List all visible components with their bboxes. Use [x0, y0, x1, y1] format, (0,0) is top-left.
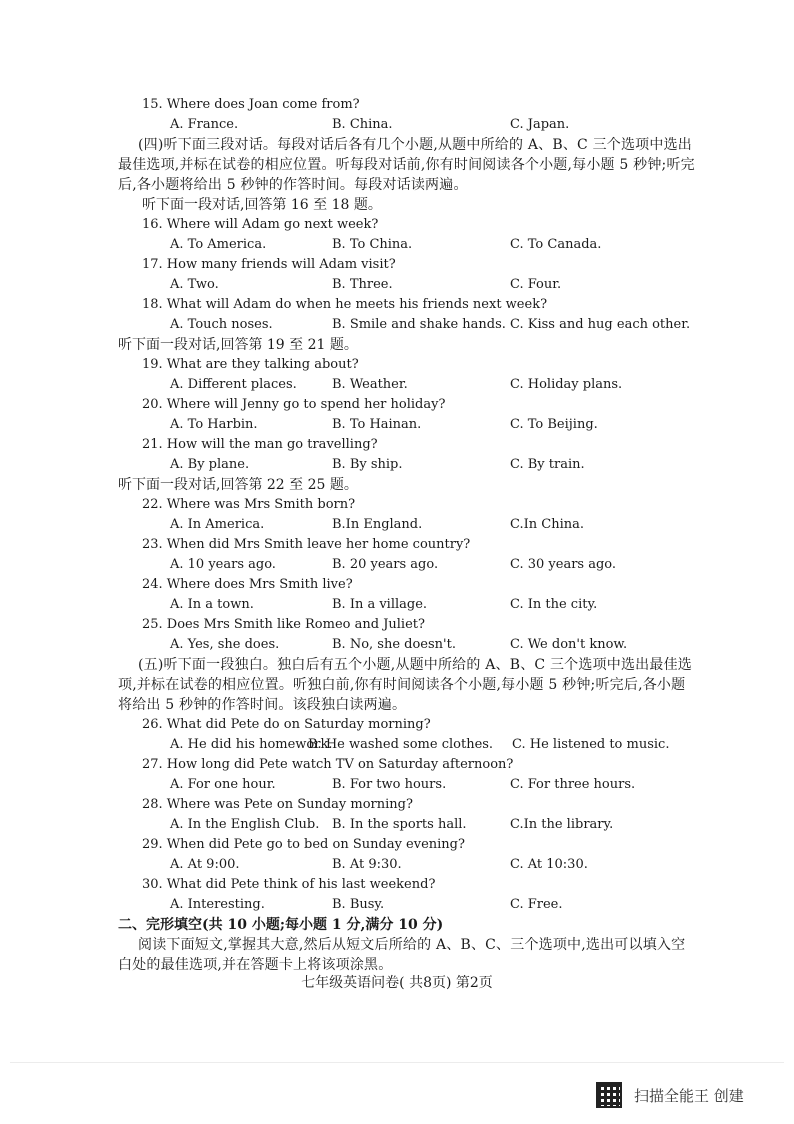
option-c: C. Four. — [510, 277, 562, 292]
option-c: C. 30 years ago. — [510, 557, 617, 572]
question-27: 27. How long did Pete watch TV on Saturday afternoon? — [142, 757, 514, 772]
option-a: A. At 9:00. — [170, 857, 240, 872]
option-b: B.In England. — [332, 517, 423, 532]
option-a: A. Touch noses. — [170, 317, 273, 332]
option-b: B. Weather. — [332, 377, 408, 392]
question-15: 15. Where does Joan come from? — [142, 97, 360, 112]
question-16: 16. Where will Adam go next week? — [142, 217, 379, 232]
question-29: 29. When did Pete go to bed on Sunday evening? — [142, 837, 465, 852]
question-30: 30. What did Pete think of his last weekend? — [142, 877, 436, 892]
section2-title: 二、完形填空(共 10 小题;每小题 1 分,满分 10 分) — [118, 917, 444, 933]
option-a: A. Two. — [170, 277, 219, 292]
question-24: 24. Where does Mrs Smith live? — [142, 577, 353, 592]
option-b: B. At 9:30. — [332, 857, 402, 872]
option-a: A. In America. — [170, 517, 265, 532]
options-20 — [118, 415, 698, 435]
option-c: C. For three hours. — [510, 777, 636, 792]
options-23 — [118, 555, 698, 575]
option-b: B. For two hours. — [332, 777, 447, 792]
option-b: B. In a village. — [332, 597, 428, 612]
dialog2-intro: 听下面一段对话,回答第 19 至 21 题。 — [118, 337, 358, 353]
options-30 — [118, 895, 698, 915]
option-a: A. Different places. — [170, 377, 297, 392]
option-a: A. Interesting. — [170, 897, 265, 912]
option-a: A. To America. — [170, 237, 267, 252]
option-c: C. To Beijing. — [510, 417, 598, 432]
option-a: A. To Harbin. — [170, 417, 258, 432]
option-c: C. Japan. — [510, 117, 570, 132]
option-c: C. Kiss and hug each other. — [510, 317, 691, 332]
page-content — [118, 95, 698, 975]
option-c: C. We don't know. — [510, 637, 628, 652]
question-18: 18. What will Adam do when he meets his friends next week? — [142, 297, 548, 312]
option-b: B. To China. — [332, 237, 413, 252]
option-b: B. 20 years ago. — [332, 557, 439, 572]
option-c: C. By train. — [510, 457, 585, 472]
option-b: B. No, she doesn't. — [332, 637, 456, 652]
option-a: A. For one hour. — [170, 777, 276, 792]
watermark-text: 扫描全能王 创建 — [634, 1086, 744, 1105]
option-c: C. Free. — [510, 897, 563, 912]
options-29 — [118, 855, 698, 875]
options-16 — [118, 235, 698, 255]
question-26: 26. What did Pete do on Saturday morning? — [142, 717, 431, 732]
options-27 — [118, 775, 698, 795]
option-b: B. By ship. — [332, 457, 403, 472]
option-a: A. By plane. — [170, 457, 250, 472]
option-c: C. Holiday plans. — [510, 377, 623, 392]
qr-code-icon — [596, 1082, 622, 1108]
option-c: C. In the city. — [510, 597, 598, 612]
options-25 — [118, 635, 698, 655]
question-28: 28. Where was Pete on Sunday morning? — [142, 797, 413, 812]
option-b: B. Smile and shake hands. — [332, 317, 506, 332]
part4-instructions: (四)听下面三段对话。每段对话后各有几个小题,从题中所给的 A、B、C 三个选项中选出最佳选项,并标在试卷的相应位置。听每段对话前,你有时间阅读各个小题,每小题 5 秒钟;听完后,各小题将给出 5 秒钟的作答时间。每段对话读两遍。 — [118, 137, 695, 193]
option-a: A. He did his homework. — [170, 737, 333, 752]
option-b: B. Three. — [332, 277, 393, 292]
options-17 — [118, 275, 698, 295]
section2-instructions: 阅读下面短文,掌握其大意,然后从短文后所给的 A、B、C、三个选项中,选出可以填入空白处的最佳选项,并在答题卡上将该项涂黑。 — [118, 937, 686, 973]
question-25: 25. Does Mrs Smith like Romeo and Juliet? — [142, 617, 425, 632]
option-c: C.In the library. — [510, 817, 614, 832]
options-24 — [118, 595, 698, 615]
page-footer: 七年级英语问卷( 共8页) 第2页 — [301, 975, 493, 991]
part5-instructions: (五)听下面一段独白。独白后有五个小题,从题中所给的 A、B、C 三个选项中选出最佳选项,并标在试卷的相应位置。听独白前,你有时间阅读各个小题,每小题 5 秒钟;听完后,各小题将给出 5 秒钟的作答时间。该段独白读两遍。 — [118, 657, 692, 713]
options-26 — [118, 735, 698, 755]
options-22 — [118, 515, 698, 535]
dialog1-intro: 听下面一段对话,回答第 16 至 18 题。 — [142, 197, 382, 213]
options-28 — [118, 815, 698, 835]
option-a: A. Yes, she does. — [170, 637, 280, 652]
question-21: 21. How will the man go travelling? — [142, 437, 378, 452]
page-divider — [10, 1062, 784, 1063]
options-15 — [118, 115, 698, 135]
question-20: 20. Where will Jenny go to spend her holiday? — [142, 397, 446, 412]
watermark — [596, 1080, 744, 1110]
question-22: 22. Where was Mrs Smith born? — [142, 497, 356, 512]
question-23: 23. When did Mrs Smith leave her home country? — [142, 537, 471, 552]
option-c: C. To Canada. — [510, 237, 602, 252]
option-c: C.In China. — [510, 517, 584, 532]
question-17: 17. How many friends will Adam visit? — [142, 257, 396, 272]
option-b: B. To Hainan. — [332, 417, 422, 432]
option-c: C. At 10:30. — [510, 857, 588, 872]
option-a: A. In the English Club. — [170, 817, 320, 832]
options-21 — [118, 455, 698, 475]
option-b: B. He washed some clothes. — [308, 737, 494, 752]
dialog3-intro: 听下面一段对话,回答第 22 至 25 题。 — [118, 477, 358, 493]
option-c: C. He listened to music. — [512, 737, 670, 752]
option-b: B. China. — [332, 117, 393, 132]
options-18 — [118, 315, 698, 335]
question-19: 19. What are they talking about? — [142, 357, 359, 372]
option-a: A. In a town. — [170, 597, 254, 612]
option-b: B. In the sports hall. — [332, 817, 467, 832]
option-a: A. France. — [170, 117, 239, 132]
options-19 — [118, 375, 698, 395]
option-a: A. 10 years ago. — [170, 557, 276, 572]
option-b: B. Busy. — [332, 897, 385, 912]
